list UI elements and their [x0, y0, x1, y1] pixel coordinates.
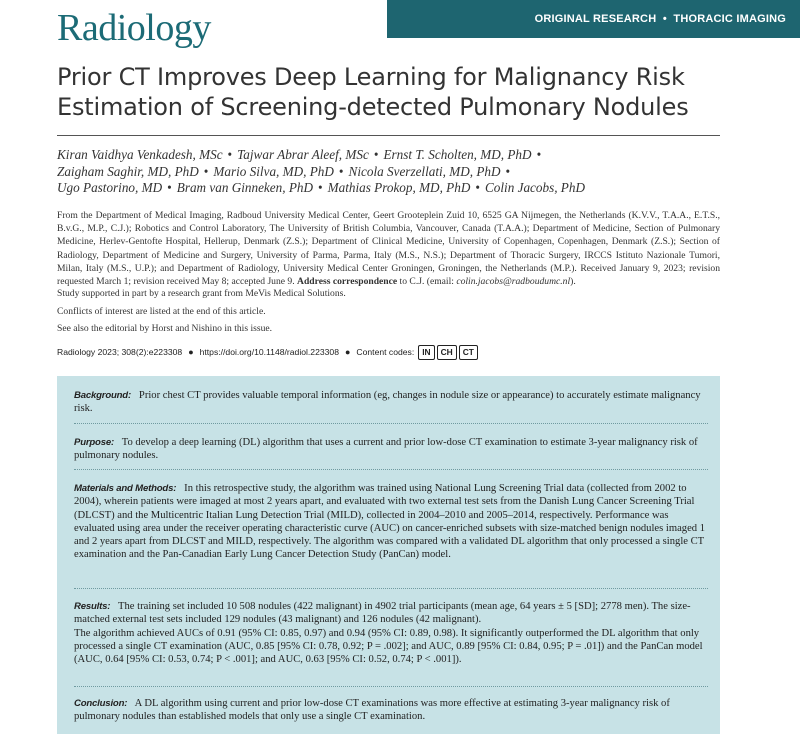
author-name: Kiran Vaidhya Venkadesh, MSc: [57, 147, 223, 162]
author-name: Tajwar Abrar Aleef, MSc: [237, 147, 369, 162]
correspondence-text: to C.J. (email:: [397, 276, 457, 288]
content-code-badge[interactable]: CH: [437, 345, 457, 360]
abstract-purpose: Purpose: To develop a deep learning (DL) algorithm that uses a current and prior low-dose CT examination to estimate 3-year malignancy risk of pulmonary nodules.: [74, 437, 698, 462]
affiliations: [57, 209, 720, 288]
abstract-results: Results: The training set included 10 508 nodules (422 malignant) in 4902 trial participants (mean age, 64 years ± 5 [SD]; 2778 men). The size-matched external test sets included 129 nodules (43 malignant) and 126 nodules (42 malignant). The algorithm achieved AUCs of 0.91 (95% CI: 0.85, 0.97) and 0.94 (95% CI: 0.89, 0.98). It significantly outperformed the DL algorithm that only processed a single CT examination (AUC, 0.85 [95% CI: 0.78, 0.92; P = .002]; and AUC, 0.89 [95% CI: 0.84, 0.95; P = .01]) and the PanCan model (AUC, 0.64 [95% CI: 0.53, 0.74; P < .001]; and AUC, 0.63 [95% CI: 0.52, 0.74; P < .001]).: [74, 601, 703, 666]
abstract-label: Materials and Methods:: [74, 483, 177, 494]
abstract-box: [57, 376, 720, 734]
journal-logo: Radiology: [57, 7, 211, 49]
abstract-label: Results:: [74, 601, 111, 612]
abstract-label: Purpose:: [74, 437, 114, 448]
author-name: Ugo Pastorino, MD: [57, 180, 163, 196]
section-label: ORIGINAL RESEARCH • THORACIC IMAGING: [534, 13, 786, 25]
abstract-background: Background: Prior chest CT provides valuable temporal information (eg, changes in nodule size or appearance) to accurately estimate malignancy risk.: [74, 390, 701, 415]
abstract-divider: [74, 423, 708, 424]
author-name: Zaigham Saghir, MD, PhD: [57, 163, 199, 179]
author-name: Mario Silva, MD, PhD: [213, 163, 334, 179]
content-code-badge[interactable]: CT: [459, 345, 478, 360]
author-name: Ernst T. Scholten, MD, PhD: [383, 147, 532, 162]
abstract-label: Conclusion:: [74, 698, 128, 709]
citation: Radiology 2023; 308(2):e223308: [57, 347, 183, 357]
abstract-divider: [74, 686, 708, 687]
author-name: Mathias Prokop, MD, PhD: [327, 180, 471, 196]
editorial-note: See also the editorial by Horst and Nishino in this issue.: [57, 323, 273, 334]
correspondence-label: Address correspondence: [297, 276, 398, 288]
author-list: Kiran Vaidhya Venkadesh, MSc • Tajwar Abrar Aleef, MSc • Ernst T. Scholten, MD, PhD • Zaigham Saghir, MD, PhD • Mario Silva, MD, PhD • Nicola Sverzellati, MD, PhD • Ugo Pastorino, MD • Bram van Ginneken, PhD • Mathias Prokop, MD, PhD • Colin Jacobs, PhD: [57, 147, 585, 196]
author-name: Colin Jacobs, PhD: [484, 180, 585, 196]
content-code-badge[interactable]: IN: [418, 345, 434, 360]
bullet-separator: ●: [344, 347, 351, 357]
conflicts-note: Conflicts of interest are listed at the end of this article.: [57, 306, 266, 317]
abstract-methods: Materials and Methods: In this retrospective study, the algorithm was trained using National Lung Screening Trial data (collected from 2002 to 2004), wherein patients were imaged at most 2 years apart, and evaluated with two external test sets from the Danish Lung Cancer Screening Trial (DLCST) and the Multicentric Italian Lung Detection Trial (MILD), collected in 2004–2010 and 2005–2014, respectively. Performance was evaluated using area under the receiver operating characteristic curve (AUC) on cancer-enriched subsets with size-matched benign nodules imaged 1 and 2 years apart from DLCST and MILD, respectively. The algorithm was compared with a validated DL algorithm that only processed a single CT examination and the Pan-Canadian Early Lung Cancer Detection Study (PanCan) model.: [74, 483, 706, 561]
bullet-separator: ●: [188, 347, 194, 357]
title-divider: [57, 135, 720, 136]
correspondence-email[interactable]: colin.jacobs@radboudumc.nl: [456, 276, 571, 288]
content-codes-label: Content codes:: [356, 347, 415, 357]
doi-link[interactable]: https://doi.org/10.1148/radiol.223308: [199, 347, 339, 357]
correspondence-end: ).: [570, 276, 576, 288]
author-name: Bram van Ginneken, PhD: [176, 180, 313, 196]
author-name: Nicola Sverzellati, MD, PhD: [348, 163, 501, 179]
citation-line: [57, 343, 720, 361]
abstract-conclusion: Conclusion: A DL algorithm using current and prior low-dose CT examinations was more effective at estimating 3-year malignancy risk of pulmonary nodules than established models that only use a single CT examination.: [74, 698, 670, 723]
article-title: Prior CT Improves Deep Learning for Malignancy Risk Estimation of Screening-detected Pulmonary Nodules: [57, 63, 689, 121]
abstract-divider: [74, 588, 708, 589]
affiliations-text: From the Department of Medical Imaging, Radboud University Medical Center, Geert Grooteplein Zuid 10, 6525 GA Nijmegen, the Netherlands (K.V.V., T.A.A., E.T.S., B.v.G., M.P., C.J.); Robotics and Control Laboratory, The University of British Columbia, Vancouver, Canada (T.A.A.); Department of Medicine, Section of Pulmonary Medicine, Herlev-Gentofte Hospital, Hellerup, Denmark (Z.S.); Department of Clinical Medicine, University of Copenhagen, Copenhagen, Denmark (Z.S.); Section of Radiology, Department of Medicine and Surgery, University of Parma, Parma, Italy (M.S., N.S.); Department of Thoracic Surgery, IRCCS Istituto Nazionale Tumori, Milan, Italy (M.S., U.P.); and Department of Radiology, University Medical Center Groningen, Groningen, the Netherlands (M.P.). Received January 9, 2023; revision requested March 1; revision received May 8; accepted June 9.: [57, 210, 720, 288]
funding-note: Study supported in part by a research grant from MeVis Medical Solutions.: [57, 288, 346, 299]
section-banner: [387, 0, 800, 38]
abstract-divider: [74, 469, 708, 470]
abstract-label: Background:: [74, 390, 131, 401]
